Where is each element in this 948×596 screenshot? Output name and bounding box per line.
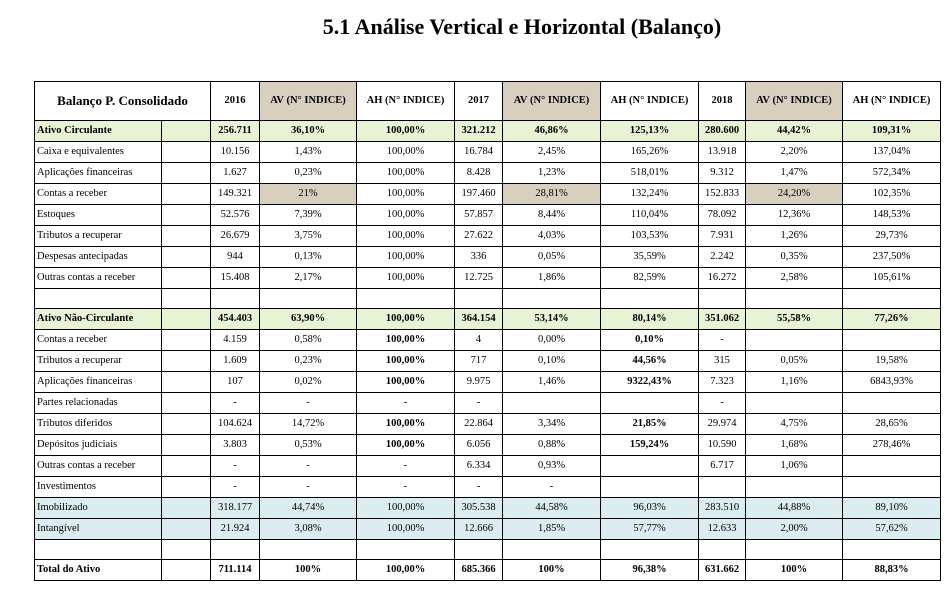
table-cell: 12.666 — [455, 519, 503, 540]
row-label: Aplicações financeiras — [35, 163, 162, 184]
table-cell: 96,03% — [601, 498, 699, 519]
table-cell: 321.212 — [455, 121, 503, 142]
table-cell: 21% — [260, 184, 357, 205]
table-cell: 89,10% — [843, 498, 941, 519]
table-cell: 717 — [455, 351, 503, 372]
row-label: Estoques — [35, 205, 162, 226]
table-cell: 315 — [699, 351, 746, 372]
table-cell: 0,10% — [503, 351, 601, 372]
table-row — [35, 393, 941, 414]
table-cell: 149.321 — [211, 184, 260, 205]
table-cell: - — [357, 477, 455, 498]
table-cell — [601, 456, 699, 477]
table-cell: 36,10% — [260, 121, 357, 142]
table-cell: 100,00% — [357, 560, 455, 581]
row-label: Contas a receber — [35, 184, 162, 205]
table-cell: 685.366 — [455, 560, 503, 581]
table-cell: 55,58% — [746, 309, 843, 330]
header-cell-2016: 2016 — [211, 82, 260, 121]
table-row — [35, 142, 941, 163]
table-cell — [601, 540, 699, 560]
table-cell — [843, 540, 941, 560]
table-cell — [162, 330, 211, 351]
row-label: Ativo Circulante — [35, 121, 162, 142]
table-cell: 35,59% — [601, 247, 699, 268]
header-cell-ah-2016: AH (N° INDICE) — [357, 82, 455, 121]
table-cell: 8.428 — [455, 163, 503, 184]
table-cell: 2,17% — [260, 268, 357, 289]
table-cell: 3,34% — [503, 414, 601, 435]
table-cell — [455, 540, 503, 560]
table-cell: 2,20% — [746, 142, 843, 163]
table-cell: 100,00% — [357, 247, 455, 268]
table-cell: 19,58% — [843, 351, 941, 372]
table-cell: 57,77% — [601, 519, 699, 540]
header-cell-title: Balanço P. Consolidado — [35, 82, 211, 121]
table-cell: 44,88% — [746, 498, 843, 519]
table-cell: 24,20% — [746, 184, 843, 205]
table-row — [35, 268, 941, 289]
table-cell: - — [211, 477, 260, 498]
table-cell: 100,00% — [357, 184, 455, 205]
row-label: Contas a receber — [35, 330, 162, 351]
table-cell: - — [260, 456, 357, 477]
table-cell: 28,81% — [503, 184, 601, 205]
table-cell — [162, 226, 211, 247]
table-cell: 0,53% — [260, 435, 357, 456]
table-cell — [746, 289, 843, 309]
row-label: Imobilizado — [35, 498, 162, 519]
table-cell: 12.633 — [699, 519, 746, 540]
table-cell: 82,59% — [601, 268, 699, 289]
table-cell: 6.334 — [455, 456, 503, 477]
table-cell: 104.624 — [211, 414, 260, 435]
row-label: Outras contas a receber — [35, 268, 162, 289]
table-cell: 77,26% — [843, 309, 941, 330]
table-cell: 148,53% — [843, 205, 941, 226]
table-cell — [503, 540, 601, 560]
table-cell — [162, 121, 211, 142]
table-cell — [455, 289, 503, 309]
table-cell: 46,86% — [503, 121, 601, 142]
table-cell — [162, 456, 211, 477]
table-row — [35, 519, 941, 540]
table-cell: 256.711 — [211, 121, 260, 142]
table-cell — [162, 435, 211, 456]
table-cell — [162, 184, 211, 205]
table-cell: 1,43% — [260, 142, 357, 163]
table-cell: 100,00% — [357, 268, 455, 289]
table-cell: 0,05% — [746, 351, 843, 372]
table-cell: 6.717 — [699, 456, 746, 477]
row-label: Total do Ativo — [35, 560, 162, 581]
table-cell: 0,23% — [260, 351, 357, 372]
table-row — [35, 205, 941, 226]
table-cell — [503, 289, 601, 309]
table-cell: 0,02% — [260, 372, 357, 393]
row-label: Outras contas a receber — [35, 456, 162, 477]
table-cell: 100,00% — [357, 163, 455, 184]
table-row — [35, 477, 941, 498]
balance-table — [34, 81, 941, 581]
table-cell — [746, 540, 843, 560]
table-cell — [746, 393, 843, 414]
table-cell — [843, 289, 941, 309]
table-cell: 8,44% — [503, 205, 601, 226]
table-cell: 518,01% — [601, 163, 699, 184]
table-cell: 14,72% — [260, 414, 357, 435]
table-cell: 4.159 — [211, 330, 260, 351]
table-cell — [162, 560, 211, 581]
table-cell: 2,00% — [746, 519, 843, 540]
table-cell: - — [699, 393, 746, 414]
row-label: Tributos a recuperar — [35, 226, 162, 247]
table-cell — [162, 205, 211, 226]
table-cell — [746, 477, 843, 498]
table-cell: 110,04% — [601, 205, 699, 226]
table-cell: 12,36% — [746, 205, 843, 226]
table-cell — [746, 330, 843, 351]
row-label: Ativo Não-Circulante — [35, 309, 162, 330]
table-cell: 100,00% — [357, 519, 455, 540]
table-cell: 63,90% — [260, 309, 357, 330]
table-cell — [260, 540, 357, 560]
row-label: Partes relacionadas — [35, 393, 162, 414]
table-cell — [699, 540, 746, 560]
table-cell: 165,26% — [601, 142, 699, 163]
table-cell: 3,75% — [260, 226, 357, 247]
row-label: Investimentos — [35, 477, 162, 498]
table-row — [35, 372, 941, 393]
row-label: Aplicações financeiras — [35, 372, 162, 393]
table-cell: 109,31% — [843, 121, 941, 142]
table-cell — [601, 393, 699, 414]
table-cell: 16.784 — [455, 142, 503, 163]
table-cell — [211, 540, 260, 560]
table-cell — [162, 414, 211, 435]
table-cell: 100,00% — [357, 309, 455, 330]
table-cell: - — [211, 393, 260, 414]
table-cell: 4,75% — [746, 414, 843, 435]
header-cell-ah-2017: AH (N° INDICE) — [601, 82, 699, 121]
table-cell: 336 — [455, 247, 503, 268]
table-cell: 21,85% — [601, 414, 699, 435]
table-cell: 2,58% — [746, 268, 843, 289]
table-cell: 44,56% — [601, 351, 699, 372]
table-cell: 0,35% — [746, 247, 843, 268]
table-cell: 0,58% — [260, 330, 357, 351]
table-cell: 9.975 — [455, 372, 503, 393]
row-label: Tributos a recuperar — [35, 351, 162, 372]
table-cell: 28,65% — [843, 414, 941, 435]
table-cell — [211, 289, 260, 309]
table-cell — [843, 477, 941, 498]
table-cell: 15.408 — [211, 268, 260, 289]
header-cell-ah-2018: AH (N° INDICE) — [843, 82, 941, 121]
table-row — [35, 184, 941, 205]
table-cell: 100,00% — [357, 372, 455, 393]
table-cell — [699, 477, 746, 498]
table-cell — [699, 289, 746, 309]
table-cell: 4,03% — [503, 226, 601, 247]
table-cell: 100,00% — [357, 498, 455, 519]
table-cell: 44,74% — [260, 498, 357, 519]
table-cell: 100% — [260, 560, 357, 581]
table-cell: 53,14% — [503, 309, 601, 330]
table-cell: 0,88% — [503, 435, 601, 456]
table-row — [35, 435, 941, 456]
table-cell: 107 — [211, 372, 260, 393]
table-row — [35, 414, 941, 435]
header-cell-av-2016: AV (N° INDICE) — [260, 82, 357, 121]
table-cell: 631.662 — [699, 560, 746, 581]
table-cell: 6.056 — [455, 435, 503, 456]
table-cell: 0,23% — [260, 163, 357, 184]
table-cell: 3.803 — [211, 435, 260, 456]
table-cell: 1,16% — [746, 372, 843, 393]
table-cell — [162, 309, 211, 330]
table-cell: 364.154 — [455, 309, 503, 330]
table-cell: 29,73% — [843, 226, 941, 247]
table-cell: 44,42% — [746, 121, 843, 142]
row-label: Despesas antecipadas — [35, 247, 162, 268]
table-cell: 0,10% — [601, 330, 699, 351]
table-cell: 100,00% — [357, 351, 455, 372]
table-cell: 280.600 — [699, 121, 746, 142]
table-row — [35, 309, 941, 330]
table-cell — [162, 142, 211, 163]
table-cell — [162, 519, 211, 540]
table-cell: 22.864 — [455, 414, 503, 435]
table-cell — [162, 289, 211, 309]
table-cell: 44,58% — [503, 498, 601, 519]
table-row — [35, 226, 941, 247]
table-row — [35, 330, 941, 351]
table-cell: 711.114 — [211, 560, 260, 581]
table-cell: 100,00% — [357, 121, 455, 142]
table-cell: 26.679 — [211, 226, 260, 247]
table-cell: 3,08% — [260, 519, 357, 540]
table-cell: 2,45% — [503, 142, 601, 163]
table-cell — [162, 393, 211, 414]
table-cell: 52.576 — [211, 205, 260, 226]
table-cell: 9.312 — [699, 163, 746, 184]
table-cell: - — [211, 456, 260, 477]
table-cell: 0,93% — [503, 456, 601, 477]
table-cell: 351.062 — [699, 309, 746, 330]
table-cell — [162, 498, 211, 519]
table-cell — [162, 540, 211, 560]
table-cell: 88,83% — [843, 560, 941, 581]
table-cell: 12.725 — [455, 268, 503, 289]
table-cell: 96,38% — [601, 560, 699, 581]
table-cell: - — [357, 393, 455, 414]
table-cell: 7.323 — [699, 372, 746, 393]
table-cell: 7.931 — [699, 226, 746, 247]
table-cell: - — [455, 477, 503, 498]
spacer-row — [35, 540, 941, 560]
table-cell — [162, 372, 211, 393]
table-cell — [357, 289, 455, 309]
spacer-row — [35, 289, 941, 309]
table-cell: 572,34% — [843, 163, 941, 184]
table-cell: 100,00% — [357, 226, 455, 247]
table-cell: 103,53% — [601, 226, 699, 247]
row-label: Intangível — [35, 519, 162, 540]
table-row — [35, 351, 941, 372]
table-cell: 132,24% — [601, 184, 699, 205]
table-cell: 1,68% — [746, 435, 843, 456]
table-row — [35, 498, 941, 519]
table-cell: - — [503, 477, 601, 498]
table-cell: 1,23% — [503, 163, 601, 184]
table-cell — [843, 456, 941, 477]
table-cell: 57.857 — [455, 205, 503, 226]
header-cell-av-2017: AV (N° INDICE) — [503, 82, 601, 121]
table-cell — [162, 247, 211, 268]
table-cell: 237,50% — [843, 247, 941, 268]
table-cell — [601, 289, 699, 309]
table-cell: 4 — [455, 330, 503, 351]
table-cell — [162, 477, 211, 498]
table-cell: - — [260, 393, 357, 414]
header-cell-av-2018: AV (N° INDICE) — [746, 82, 843, 121]
table-cell: - — [455, 393, 503, 414]
table-row — [35, 163, 941, 184]
table-cell: 29.974 — [699, 414, 746, 435]
row-label — [35, 289, 162, 309]
table-cell: 100% — [503, 560, 601, 581]
table-cell: 57,62% — [843, 519, 941, 540]
table-cell — [162, 268, 211, 289]
table-cell: 21.924 — [211, 519, 260, 540]
table-cell — [260, 289, 357, 309]
row-label: Caixa e equivalentes — [35, 142, 162, 163]
table-cell: 0,05% — [503, 247, 601, 268]
table-cell: 1,85% — [503, 519, 601, 540]
table-cell: 1,06% — [746, 456, 843, 477]
table-cell: 100,00% — [357, 142, 455, 163]
table-cell: 16.272 — [699, 268, 746, 289]
row-label: Tributos diferidos — [35, 414, 162, 435]
table-cell: 100,00% — [357, 330, 455, 351]
table-cell: 9322,43% — [601, 372, 699, 393]
table-cell: 100,00% — [357, 414, 455, 435]
table-cell: - — [260, 477, 357, 498]
table-cell: 100,00% — [357, 435, 455, 456]
table-cell: 0,00% — [503, 330, 601, 351]
table-cell: 1,46% — [503, 372, 601, 393]
table-cell — [843, 393, 941, 414]
table-cell: 1,26% — [746, 226, 843, 247]
table-cell: 944 — [211, 247, 260, 268]
table-row — [35, 456, 941, 477]
table-cell — [503, 393, 601, 414]
table-cell: 27.622 — [455, 226, 503, 247]
table-cell: 10.590 — [699, 435, 746, 456]
table-cell: 1.627 — [211, 163, 260, 184]
table-cell: 137,04% — [843, 142, 941, 163]
header-cell-2017: 2017 — [455, 82, 503, 121]
table-row — [35, 121, 941, 142]
table-cell — [162, 351, 211, 372]
table-cell: 1,47% — [746, 163, 843, 184]
table-row — [35, 247, 941, 268]
header-cell-2018: 2018 — [699, 82, 746, 121]
header-row — [35, 82, 941, 121]
table-cell: 80,14% — [601, 309, 699, 330]
table-cell: 78.092 — [699, 205, 746, 226]
table-cell: 305.538 — [455, 498, 503, 519]
table-cell: 159,24% — [601, 435, 699, 456]
table-row — [35, 560, 941, 581]
table-cell: 125,13% — [601, 121, 699, 142]
table-cell: 1.609 — [211, 351, 260, 372]
table-cell — [357, 540, 455, 560]
table-cell: 10.156 — [211, 142, 260, 163]
table-cell: - — [699, 330, 746, 351]
table-cell — [162, 163, 211, 184]
table-cell: 7,39% — [260, 205, 357, 226]
table-cell: 152.833 — [699, 184, 746, 205]
table-cell: 197.460 — [455, 184, 503, 205]
row-label — [35, 540, 162, 560]
table-cell: 100% — [746, 560, 843, 581]
table-cell: 6843,93% — [843, 372, 941, 393]
table-cell: 283.510 — [699, 498, 746, 519]
table-cell: 13.918 — [699, 142, 746, 163]
row-label: Depósitos judiciais — [35, 435, 162, 456]
table-cell — [843, 330, 941, 351]
table-cell: - — [357, 456, 455, 477]
table-cell: 102,35% — [843, 184, 941, 205]
table-cell: 278,46% — [843, 435, 941, 456]
table-cell — [601, 477, 699, 498]
table-cell: 454.403 — [211, 309, 260, 330]
table-cell: 0,13% — [260, 247, 357, 268]
table-cell: 318.177 — [211, 498, 260, 519]
table-cell: 2.242 — [699, 247, 746, 268]
page-title: 5.1 Análise Vertical e Horizontal (Balanço) — [322, 14, 722, 39]
table-cell: 105,61% — [843, 268, 941, 289]
table-cell: 100,00% — [357, 205, 455, 226]
table-cell: 1,86% — [503, 268, 601, 289]
